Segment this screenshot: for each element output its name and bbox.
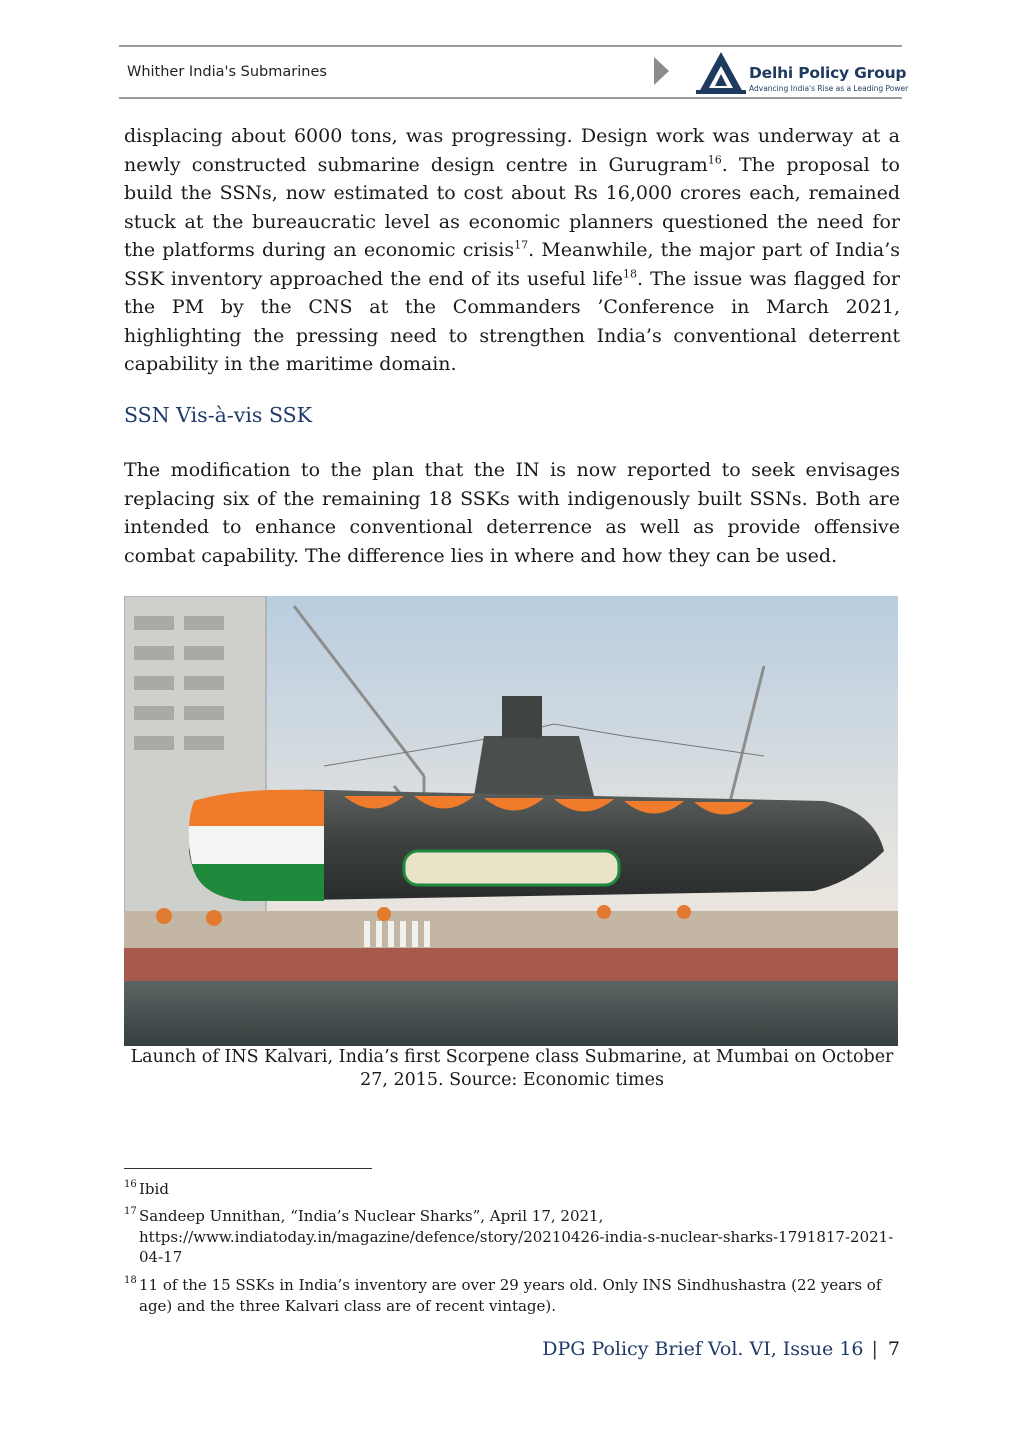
body-paragraph-1: [124, 122, 900, 379]
footnote-18: [124, 1275, 904, 1316]
footnote-ref-18[interactable]: 18: [623, 267, 637, 281]
section-heading: SSN Vis-à-vis SSK: [124, 403, 312, 427]
page-number: 7: [887, 1338, 900, 1360]
dpg-logo-icon: [696, 50, 746, 96]
footnote-text: Ibid: [139, 1180, 169, 1198]
p1-text-4: . The issue was flagged for the PM by the CNS at the Commanders ’Conference in March 2021, highlighting the pressing need to strengthen India’s conventional deterrent capability in the maritime domain.: [124, 267, 900, 375]
footnote-16: [124, 1179, 904, 1200]
page-footer: [542, 1338, 900, 1360]
footer-separator: |: [871, 1338, 878, 1360]
header-arrow-icon: [654, 57, 669, 85]
submarine-launch-photo: [124, 596, 898, 1046]
header-rule-bottom: [119, 97, 902, 99]
footnote-ref-17[interactable]: 17: [514, 238, 529, 252]
footnote-mark: 16: [124, 1179, 137, 1190]
org-tagline: Advancing India's Rise as a Leading Power: [749, 84, 909, 93]
header-rule-top: [119, 45, 902, 47]
footnote-mark: 18: [124, 1275, 137, 1286]
p1-text-1: displacing about 6000 tons, was progressing. Design work was underway at a newly constructed submarine design centre in Gurugram: [124, 125, 900, 176]
figure-caption: Launch of INS Kalvari, India’s first Scorpene class Submarine, at Mumbai on October 27, 2015. Source: Economic times: [130, 1047, 894, 1090]
p1-text-2: . The proposal to build the SSNs, now estimated to cost about Rs 16,000 crores each, remained stuck at the bureaucratic level as economic planners questioned the need for the platforms during an economic crisis: [124, 153, 900, 261]
footnote-mark: 17: [124, 1206, 137, 1217]
running-header-title: Whither India's Submarines: [127, 64, 327, 80]
footnote-ref-16[interactable]: 16: [707, 153, 722, 167]
footer-series: DPG Policy Brief Vol. VI, Issue 16: [542, 1338, 864, 1360]
footnote-text[interactable]: Sandeep Unnithan, “India’s Nuclear Sharks”, April 17, 2021, https://www.indiatoday.in/magazine/defence/story/20210426-india-s-nuclear-sharks-1791817-2021-04-17: [139, 1207, 894, 1266]
body-paragraph-2: The modification to the plan that the IN is now reported to seek envisages replacing six of the remaining 18 SSKs with indigenously built SSNs. Both are intended to enhance conventional deterrence as well as provide offensive combat capability. The difference lies in where and how they can be used.: [124, 459, 900, 567]
footnote-divider: [124, 1168, 372, 1169]
footnote-text: 11 of the 15 SSKs in India’s inventory are over 29 years old. Only INS Sindhushastra (22 years of age) and the three Kalvari class are of recent vintage).: [139, 1276, 882, 1315]
org-name: Delhi Policy Group: [749, 64, 907, 82]
footnote-17: [124, 1206, 904, 1268]
p1-text-3: . Meanwhile, the major part of India’s SSK inventory approached the end of its useful life: [124, 239, 900, 290]
